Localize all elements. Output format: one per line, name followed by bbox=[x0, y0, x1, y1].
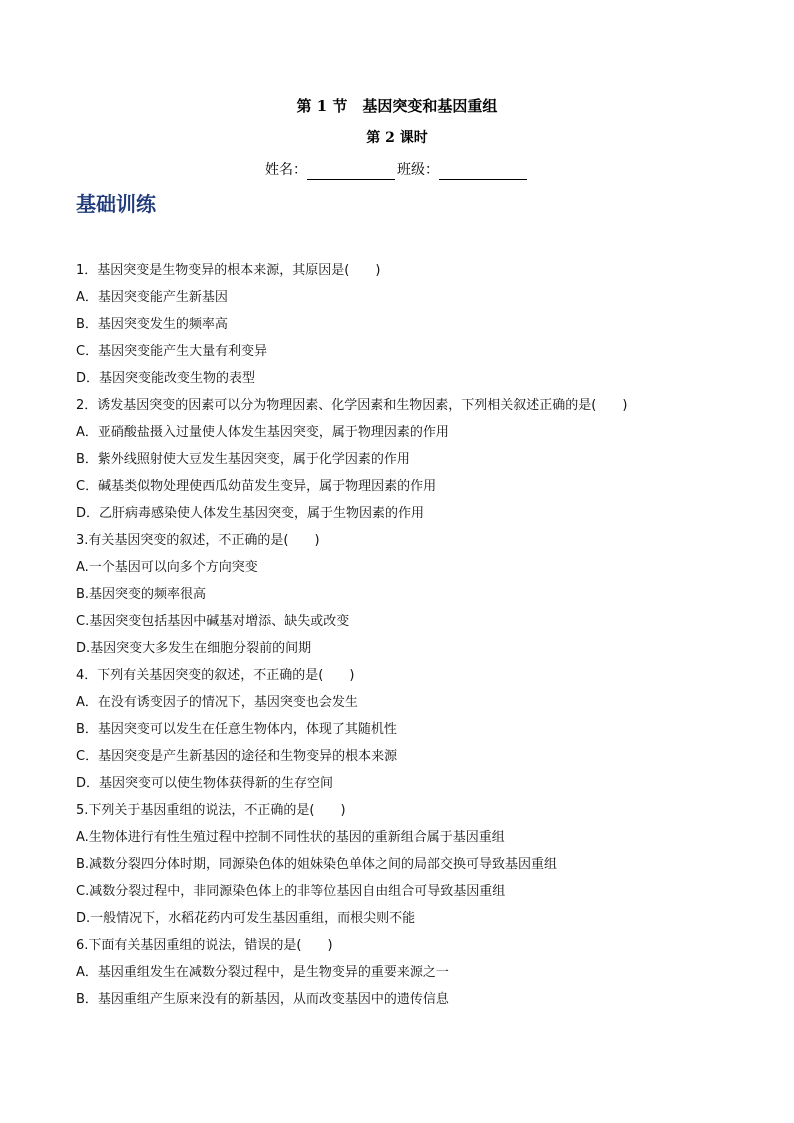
question-option: C．基因突变是产生新基因的途径和生物变异的根本来源 bbox=[76, 749, 398, 764]
question-stem: 5.下列关于基因重组的说法，不正确的是( ) bbox=[76, 803, 346, 818]
question-option: A.一个基因可以向多个方向突变 bbox=[76, 560, 258, 575]
question-stem: 3.有关基因突变的叙述，不正确的是( ) bbox=[76, 533, 320, 548]
question-option: C.基因突变包括基因中碱基对增添、缺失或改变 bbox=[76, 614, 350, 629]
question-option: B．基因重组产生原来没有的新基因，从而改变基因中的遗传信息 bbox=[76, 992, 449, 1007]
question-option: B.减数分裂四分体时期，同源染色体的姐妹染色单体之间的局部交换可导致基因重组 bbox=[76, 857, 558, 872]
question-option: A．基因重组发生在减数分裂过程中，是生物变异的重要来源之一 bbox=[76, 965, 449, 980]
class-label: 班级： bbox=[397, 162, 439, 178]
question-option: C.减数分裂过程中，非同源染色体上的非等位基因自由组合可导致基因重组 bbox=[76, 884, 506, 899]
question-option: C．基因突变能产生大量有利变异 bbox=[76, 344, 268, 359]
page-title: 第 1 节 基因突变和基因重组 bbox=[296, 97, 498, 115]
student-info-line bbox=[0, 160, 794, 180]
question-option: D.基因突变大多发生在细胞分裂前的间期 bbox=[76, 641, 312, 656]
question-stem: 6.下面有关基因重组的说法，错误的是( ) bbox=[76, 938, 333, 953]
class-blank[interactable] bbox=[439, 163, 527, 180]
question-option: B．基因突变发生的频率高 bbox=[76, 317, 228, 332]
question-option: A．在没有诱变因子的情况下，基因突变也会发生 bbox=[76, 695, 358, 710]
question-stem: 4．下列有关基因突变的叙述，不正确的是( ) bbox=[76, 668, 355, 683]
question-option: B．紫外线照射使大豆发生基因突变，属于化学因素的作用 bbox=[76, 452, 410, 467]
question-option: D．基因突变能改变生物的表型 bbox=[76, 371, 256, 386]
name-label: 姓名： bbox=[265, 162, 307, 178]
question-option: D．乙肝病毒感染使人体发生基因突变，属于生物因素的作用 bbox=[76, 506, 425, 521]
question-option: A．亚硝酸盐摄入过量使人体发生基因突变，属于物理因素的作用 bbox=[76, 425, 449, 440]
question-option: B.基因突变的频率很高 bbox=[76, 587, 207, 602]
question-option: C．碱基类似物处理使西瓜幼苗发生变异，属于物理因素的作用 bbox=[76, 479, 437, 494]
lesson-subtitle: 第 2 课时 bbox=[366, 130, 428, 146]
question-option: A．基因突变能产生新基因 bbox=[76, 290, 228, 305]
question-option: B．基因突变可以发生在任意生物体内，体现了其随机性 bbox=[76, 722, 397, 737]
question-option: A.生物体进行有性生殖过程中控制不同性状的基因的重新组合属于基因重组 bbox=[76, 830, 505, 845]
question-stem: 2．诱发基因突变的因素可以分为物理因素、化学因素和生物因素，下列相关叙述正确的是( ) bbox=[76, 398, 628, 413]
question-option: D．基因突变可以使生物体获得新的生存空间 bbox=[76, 776, 334, 791]
question-stem: 1．基因突变是生物变异的根本来源，其原因是( ) bbox=[76, 263, 381, 278]
question-list bbox=[76, 257, 736, 1013]
section-heading: 基础训练 bbox=[76, 192, 156, 216]
name-blank[interactable] bbox=[307, 163, 395, 180]
question-option: D.一般情况下，水稻花药内可发生基因重组，而根尖则不能 bbox=[76, 911, 416, 926]
